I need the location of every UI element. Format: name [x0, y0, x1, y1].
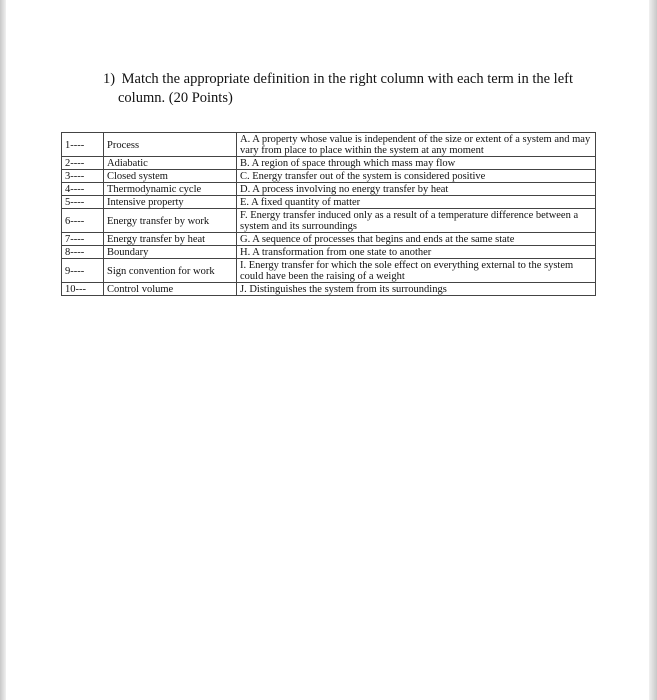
- term-cell: Adiabatic: [104, 157, 237, 170]
- term-cell: Thermodynamic cycle: [104, 183, 237, 196]
- definition-cell: F. Energy transfer induced only as a result of a temperature difference between a system and its surroundings: [237, 209, 596, 233]
- term-cell: Control volume: [104, 283, 237, 296]
- definition-cell: B. A region of space through which mass may flow: [237, 157, 596, 170]
- table-row: [62, 196, 596, 209]
- term-cell: Energy transfer by work: [104, 209, 237, 233]
- table-row: [62, 183, 596, 196]
- table-row: [62, 283, 596, 296]
- term-cell: Intensive property: [104, 196, 237, 209]
- definition-cell: C. Energy transfer out of the system is considered positive: [237, 170, 596, 183]
- table-row: [62, 133, 596, 157]
- row-number: 9----: [62, 259, 104, 283]
- row-number: 4----: [62, 183, 104, 196]
- row-number: 7----: [62, 233, 104, 246]
- table-row: [62, 157, 596, 170]
- definition-cell: G. A sequence of processes that begins and ends at the same state: [237, 233, 596, 246]
- term-cell: Boundary: [104, 246, 237, 259]
- question-line-1: [103, 70, 603, 89]
- page-edge-right: [649, 0, 657, 700]
- row-number: 10---: [62, 283, 104, 296]
- definition-cell: J. Distinguishes the system from its surroundings: [237, 283, 596, 296]
- question-number: 1): [103, 71, 116, 87]
- term-cell: Sign convention for work: [104, 259, 237, 283]
- definition-cell: H. A transformation from one state to another: [237, 246, 596, 259]
- term-cell: Closed system: [104, 170, 237, 183]
- page-edge-left: [0, 0, 6, 700]
- table-row: [62, 209, 596, 233]
- table-row: [62, 259, 596, 283]
- table-row: [62, 246, 596, 259]
- question-line-1-text: Match the appropriate definition in the right column with each term in the left: [121, 71, 574, 87]
- definition-cell: D. A process involving no energy transfer by heat: [237, 183, 596, 196]
- row-number: 3----: [62, 170, 104, 183]
- question-text: [103, 70, 603, 108]
- row-number: 2----: [62, 157, 104, 170]
- row-number: 8----: [62, 246, 104, 259]
- table-row: [62, 170, 596, 183]
- row-number: 5----: [62, 196, 104, 209]
- matching-table-body: [62, 133, 596, 296]
- matching-table: [61, 132, 596, 296]
- definition-cell: E. A fixed quantity of matter: [237, 196, 596, 209]
- term-cell: Process: [104, 133, 237, 157]
- row-number: 1----: [62, 133, 104, 157]
- definition-cell: A. A property whose value is independent of the size or extent of a system and may vary from place to place within the system at any moment: [237, 133, 596, 157]
- definition-cell: I. Energy transfer for which the sole effect on everything external to the system could have been the raising of a weight: [237, 259, 596, 283]
- row-number: 6----: [62, 209, 104, 233]
- question-line-2: column. (20 Points): [118, 90, 233, 106]
- term-cell: Energy transfer by heat: [104, 233, 237, 246]
- table-row: [62, 233, 596, 246]
